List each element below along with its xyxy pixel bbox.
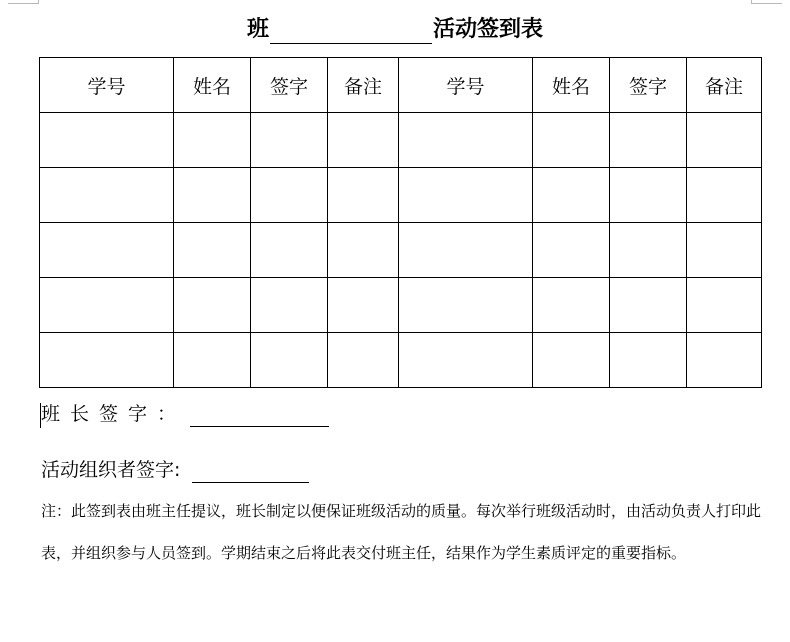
table-row	[40, 223, 762, 278]
table-cell[interactable]	[174, 113, 251, 168]
table-cell[interactable]	[251, 113, 328, 168]
table-cell[interactable]	[687, 113, 762, 168]
page-title	[0, 16, 790, 44]
table-cell[interactable]	[174, 333, 251, 388]
table-row	[40, 278, 762, 333]
table-cell[interactable]	[251, 278, 328, 333]
monitor-signature-blank[interactable]	[190, 406, 329, 427]
table-cell[interactable]	[40, 168, 174, 223]
table-cell[interactable]	[328, 168, 399, 223]
table-cell[interactable]	[610, 278, 687, 333]
table-cell[interactable]	[687, 168, 762, 223]
table-cell[interactable]	[174, 168, 251, 223]
monitor-signature-label: 班长签字：	[41, 403, 187, 425]
table-row	[40, 333, 762, 388]
header-student-id: 学号	[399, 58, 533, 113]
organizer-signature-blank[interactable]	[192, 462, 309, 483]
table-cell[interactable]	[328, 223, 399, 278]
table-cell[interactable]	[328, 113, 399, 168]
table-cell[interactable]	[533, 223, 610, 278]
table-cell[interactable]	[533, 278, 610, 333]
table-cell[interactable]	[533, 333, 610, 388]
table-cell[interactable]	[610, 168, 687, 223]
table-header-row	[40, 58, 762, 113]
table-row	[40, 168, 762, 223]
table-cell[interactable]	[399, 333, 533, 388]
table-cell[interactable]	[610, 223, 687, 278]
table-cell[interactable]	[251, 333, 328, 388]
table-cell[interactable]	[40, 278, 174, 333]
table-cell[interactable]	[328, 278, 399, 333]
table-cell[interactable]	[251, 168, 328, 223]
table-cell[interactable]	[40, 223, 174, 278]
page-corner-mark-left	[8, 0, 39, 4]
table-cell[interactable]	[174, 223, 251, 278]
table-cell[interactable]	[328, 333, 399, 388]
table-cell[interactable]	[399, 168, 533, 223]
header-student-id: 学号	[40, 58, 174, 113]
title-suffix: 活动签到表	[433, 17, 544, 42]
page-corner-mark-right	[751, 0, 782, 4]
header-signature: 签字	[610, 58, 687, 113]
table-cell[interactable]	[610, 113, 687, 168]
header-signature: 签字	[251, 58, 328, 113]
table-row	[40, 113, 762, 168]
table-cell[interactable]	[40, 113, 174, 168]
table-cell[interactable]	[399, 278, 533, 333]
table-cell[interactable]	[687, 333, 762, 388]
header-name: 姓名	[533, 58, 610, 113]
table-cell[interactable]	[251, 223, 328, 278]
organizer-signature-label: 活动组织者签字:	[41, 459, 181, 481]
note-paragraph: 注：此签到表由班主任提议，班长制定以便保证班级活动的质量。每次举行班级活动时，由活动负责人打印此表，并组织参与人员签到。学期结束之后将此表交付班主任，结果作为学生素质评定的重要指标。	[41, 502, 762, 562]
table-cell[interactable]	[174, 278, 251, 333]
sign-in-table	[39, 57, 762, 388]
title-prefix: 班	[246, 17, 269, 42]
monitor-signature-line	[41, 401, 329, 427]
table-cell[interactable]	[687, 278, 762, 333]
organizer-signature-line	[41, 457, 309, 483]
table-cell[interactable]	[399, 223, 533, 278]
table-cell[interactable]	[40, 333, 174, 388]
class-name-blank[interactable]	[270, 21, 432, 44]
table-cell[interactable]	[399, 113, 533, 168]
header-name: 姓名	[174, 58, 251, 113]
table-cell[interactable]	[533, 113, 610, 168]
table-cell[interactable]	[533, 168, 610, 223]
table-cell[interactable]	[610, 333, 687, 388]
table-cell[interactable]	[687, 223, 762, 278]
header-remarks: 备注	[328, 58, 399, 113]
header-remarks: 备注	[687, 58, 762, 113]
